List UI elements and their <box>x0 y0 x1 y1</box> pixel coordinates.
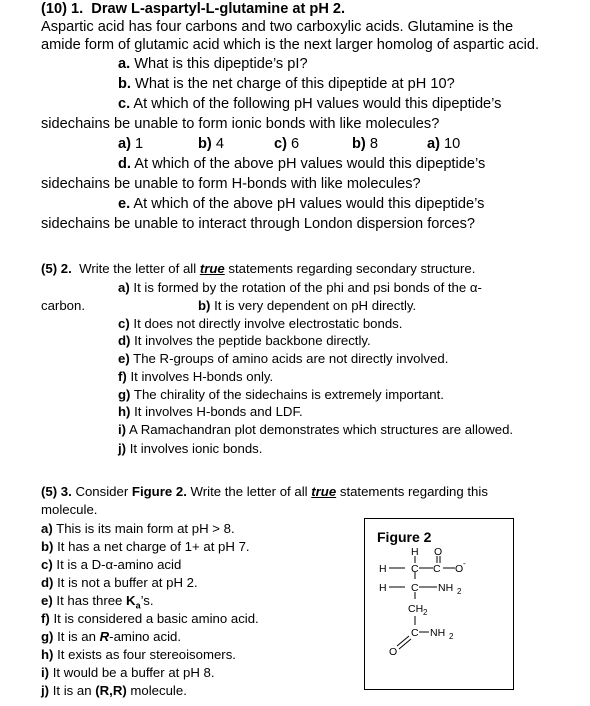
q3-lead: Consider <box>75 484 129 499</box>
q2-item-a: a) It is formed by the rotation of the phi and psi bonds of the α- <box>118 280 482 295</box>
q1c-text-1: At which of the following pH values would this dipeptide’s <box>133 96 502 112</box>
atom-c-bottom: C <box>411 627 419 639</box>
bond-c-o-double <box>399 639 411 649</box>
atom-ch2: CH <box>408 603 424 615</box>
figure-2-box <box>364 518 514 690</box>
q1d-text-2: sidechains be unable to form H-bonds with like molecules? <box>41 176 421 192</box>
aspartate-structure <box>365 519 515 691</box>
bond-c-o <box>397 636 409 646</box>
figure-2-title: Figure 2 <box>377 529 432 545</box>
q1-intro-line2: amide form of glutamic acid which is the next larger homolog of aspartic acid. <box>41 37 540 53</box>
subscript-2-c: 2 <box>449 632 454 641</box>
q3-item-b: b) It has a net charge of 1+ at pH 7. <box>41 539 250 554</box>
q3-item-d: d) It is not a buffer at pH 2. <box>41 575 198 590</box>
q3-figure-ref: Figure 2. <box>131 484 187 499</box>
q2-item-j: j) It involves ionic bonds. <box>118 441 263 456</box>
q2-true-word: true <box>199 261 225 276</box>
q2-item-e: e) The R-groups of amino acids are not directly involved. <box>118 351 449 366</box>
q2-lead: Write the letter of all <box>79 261 197 276</box>
q1-number: (10) 1. <box>41 1 84 17</box>
q3-item-e: e) It has three $K_a’s$. <box>41 593 154 611</box>
atom-o-minus: O <box>455 563 464 575</box>
q1e-label: e. <box>118 196 131 212</box>
choice-1: a) 1 <box>118 136 144 152</box>
atom-nh2-bottom: NH <box>430 627 446 639</box>
atom-h-left-2: H <box>379 582 387 594</box>
q3-number: (5) 3. <box>41 484 72 499</box>
q1b-text: What is the net charge of this dipeptide at pH 10? <box>135 76 455 92</box>
q1-choices <box>0 137 590 155</box>
choice-2: b) 4 <box>198 136 224 152</box>
q1a-label: a. <box>118 56 131 72</box>
q3-item-g: g) It is an R-amino acid. <box>41 629 182 644</box>
q1c-text-2: sidechains be unable to form ionic bonds with like molecules? <box>41 116 440 132</box>
q1a-text: What is this dipeptide’s pI? <box>134 56 308 72</box>
q3-item-c: c) It is a D-α-amino acid <box>41 557 182 572</box>
q3-header <box>41 485 488 498</box>
q1c-label: c. <box>118 96 131 112</box>
q1d-text-1: At which of the above pH values would this dipeptide’s <box>134 156 486 172</box>
q1e-text-2: sidechains be unable to interact through London dispersion forces? <box>41 216 476 232</box>
q2-item-i: i) A Ramachandran plot demonstrates which structures are allowed. <box>118 422 514 437</box>
q1-title: Draw L-aspartyl-L-glutamine at pH 2. <box>91 1 346 17</box>
q3-tail-2: molecule. <box>41 502 98 517</box>
q2-item-d: d) It involves the peptide backbone directly. <box>118 333 371 348</box>
q2-item-h: h) It involves H-bonds and LDF. <box>118 404 303 419</box>
atom-o-bottom: O <box>389 646 398 658</box>
q3-item-i: i) It would be a buffer at pH 8. <box>41 665 215 680</box>
choice-5: a) 10 <box>427 136 461 152</box>
q1d-label: d. <box>118 156 131 172</box>
q2-item-f: f) It involves H-bonds only. <box>118 369 274 384</box>
choice-4: b) 8 <box>352 136 378 152</box>
q2-item-b: b) It is very dependent on pH directly. <box>198 298 417 313</box>
q1-header <box>41 2 345 17</box>
q3-mid: Write the letter of all <box>186 484 308 499</box>
atom-c1: C <box>411 563 419 575</box>
atom-c-alpha: C <box>411 582 419 594</box>
q1c <box>118 97 501 112</box>
q3-item-j: j) It is an (R,R) molecule. <box>41 683 187 698</box>
atom-h-left: H <box>379 563 387 575</box>
subscript-2-a: 2 <box>457 587 462 596</box>
q2-item-c: c) It does not directly involve electrostatic bonds. <box>118 316 403 331</box>
q3-item-a: a) This is its main form at pH > 8. <box>41 521 235 536</box>
q2-header <box>41 262 475 275</box>
atom-nh2: NH <box>438 582 454 594</box>
q2-item-a-cont: carbon. <box>41 298 85 313</box>
q2-item-g: g) The chirality of the sidechains is extremely important. <box>118 387 444 402</box>
q2-number: (5) 2. <box>41 261 72 276</box>
atom-o-top: O <box>434 546 443 558</box>
q3-item-h: h) It exists as four stereoisomers. <box>41 647 236 662</box>
q3-item-f: f) It is considered a basic amino acid. <box>41 611 259 626</box>
atom-h-top: H <box>411 546 419 558</box>
choice-3: c) 6 <box>274 136 300 152</box>
q1b <box>118 77 455 92</box>
q3-tail: statements regarding this <box>339 484 488 499</box>
q1e-text-1: At which of the above pH values would this dipeptide’s <box>133 196 485 212</box>
q1-intro-line1: Aspartic acid has four carbons and two carboxylic acids. Glutamine is the <box>41 19 514 35</box>
q1d <box>118 157 485 172</box>
q2-tail: statements regarding secondary structure. <box>228 261 476 276</box>
q1a <box>118 57 308 72</box>
q1e <box>118 197 484 212</box>
atom-c2: C <box>433 563 441 575</box>
q3-true-word: true <box>311 484 337 499</box>
charge-minus: - <box>463 559 466 568</box>
subscript-2-b: 2 <box>423 608 428 617</box>
q1b-label: b. <box>118 76 131 92</box>
